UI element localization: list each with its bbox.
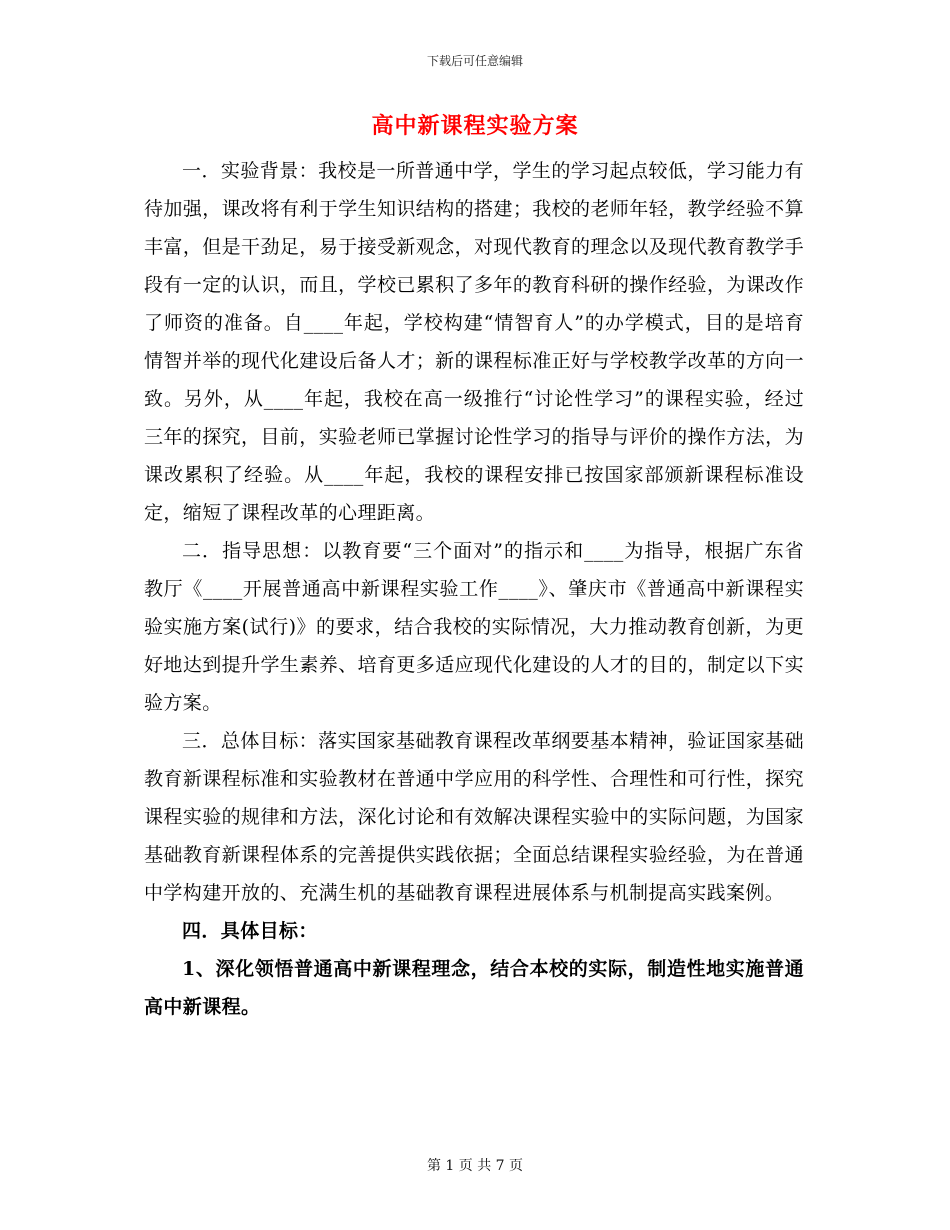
document-body xyxy=(144,152,804,1026)
paragraph-guiding-ideology: 二．指导思想：以教育要“三个面对”的指示和____为指导，根据广东省教厅《____开展普通高中新课程实验工作____》、肇庆市《普通高中新课程实验实施方案(试行)》的要求，结合我校的实际情况，大力推动教育创新，为更好地达到提升学生素养、培育更多适应现代化建设的人才的目的，制定以下实验方案。 xyxy=(144,540,804,714)
document-title: 高中新课程实验方案 xyxy=(371,113,579,139)
section-heading-specific-goals: 四．具体目标： xyxy=(182,920,318,942)
page-header-note: 下载后可任意编辑 xyxy=(426,54,523,68)
paragraph-overall-goals: 三．总体目标：落实国家基础教育课程改革纲要基本精神，验证国家基础教育新课程标准和实验教材在普通中学应用的科学性、合理性和可行性，探究课程实验的规律和方法，深化讨论和有效解决课程实验中的实际问题，为国家基础教育新课程体系的完善提供实践依据；全面总结课程实验经验，为在普通中学构建开放的、充满生机的基础教育课程进展体系与机制提高实践案例。 xyxy=(144,730,804,904)
paragraph-background: 一．实验背景：我校是一所普通中学，学生的学习起点较低，学习能力有待加强，课改将有利于学生知识结构的搭建；我校的老师年轻，教学经验不算丰富，但是干劲足，易于接受新观念，对现代教育的理念以及现代教育教学手段有一定的认识，而且，学校已累积了多年的教育科研的操作经验，为课改作了师资的准备。自____年起，学校构建“情智育人”的办学模式，目的是培育情智并举的现代化建设后备人才；新的课程标准正好与学校教学改革的方向一致。另外，从____年起，我校在高一级推行“讨论性学习”的课程实验，经过三年的探究，目前，实验老师已掌握讨论性学习的指导与评价的操作方法，为课改累积了经验。从____年起，我校的课程安排已按国家部颁新课程标准设定，缩短了课程改革的心理距离。 xyxy=(144,160,804,524)
paragraph-specific-goal-1: 1、深化领悟普通高中新课程理念，结合本校的实际，制造性地实施普通高中新课程。 xyxy=(144,958,804,1018)
page-number: 第 1 页 共 7 页 xyxy=(426,1158,524,1174)
